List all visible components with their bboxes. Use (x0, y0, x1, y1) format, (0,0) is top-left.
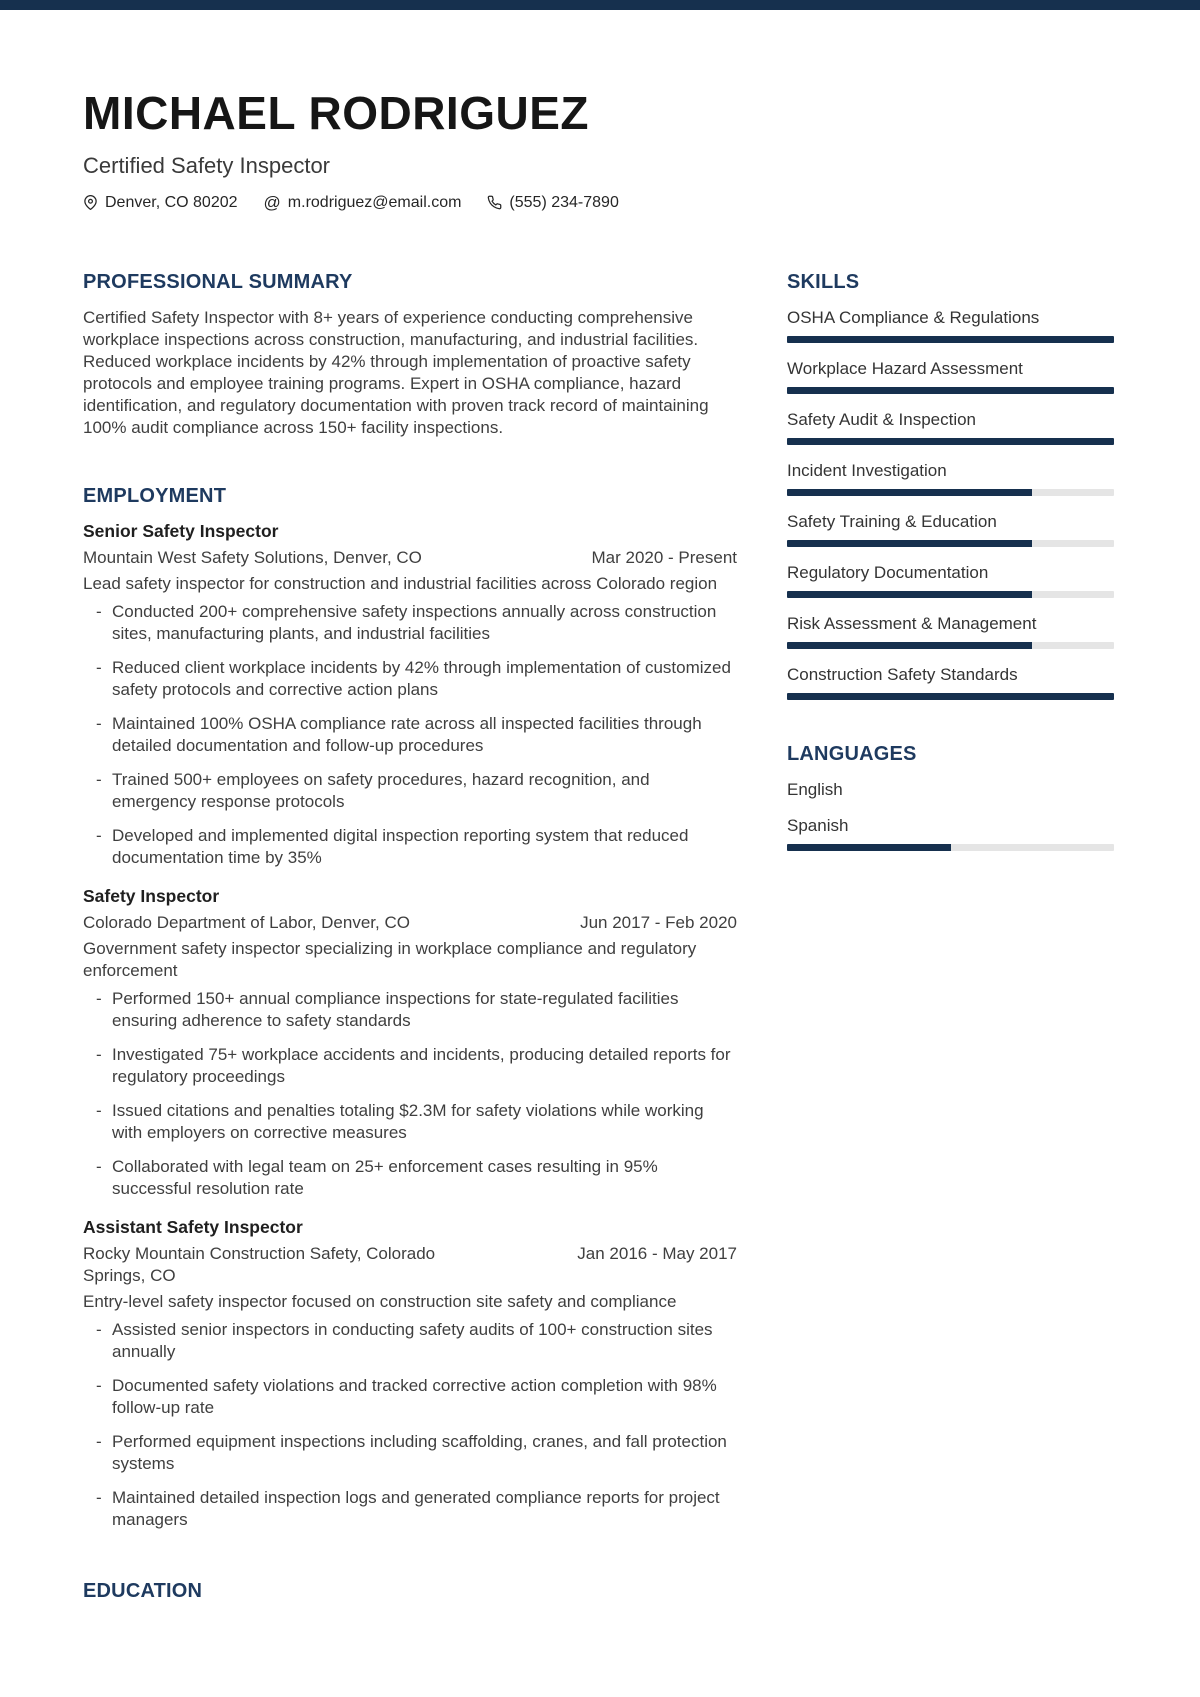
bullet-text: Trained 500+ employees on safety procedures, hazard recognition, and emergency response protocols (112, 769, 650, 811)
job-company: Colorado Department of Labor, Denver, CO (83, 912, 410, 932)
language-item (787, 815, 1114, 851)
job-bullet (83, 1431, 737, 1475)
skill-label: OSHA Compliance & Regulations (787, 307, 1040, 327)
languages-section (787, 742, 1114, 851)
skill-bar-track (787, 540, 1114, 547)
bullet-text: Documented safety violations and tracked corrective action completion with 98% follow-up rate (112, 1375, 717, 1417)
skill-bar-fill (787, 642, 1032, 649)
bullet-text: Collaborated with legal team on 25+ enforcement cases resulting in 95% successful resolution rate (112, 1156, 658, 1198)
main-column (83, 270, 737, 1603)
bullet-text: Maintained 100% OSHA compliance rate across all inspected facilities through detailed documentation and follow-up procedures (112, 713, 702, 755)
summary-heading: PROFESSIONAL SUMMARY (83, 270, 353, 293)
job-bullet (83, 601, 737, 645)
contact-email-text: m.rodriguez@email.com (287, 193, 462, 211)
resume-header (83, 88, 1114, 212)
contact-phone-text: (555) 234-7890 (509, 193, 619, 211)
bullet-dash: - (96, 1100, 102, 1120)
skill-item (787, 358, 1114, 394)
skill-bar-track (787, 336, 1114, 343)
skill-bar-fill (787, 336, 1114, 343)
bullet-text: Reduced client workplace incidents by 42% through implementation of customized safety protocols and corrective action plans (112, 657, 731, 699)
job-title: Assistant Safety Inspector (83, 1216, 303, 1237)
bullet-dash: - (96, 1431, 102, 1451)
job-company: Rocky Mountain Construction Safety, Colorado Springs, CO (83, 1243, 436, 1285)
language-label: English (787, 779, 843, 799)
job-description: Entry-level safety inspector focused on construction site safety and compliance (83, 1291, 677, 1311)
contact-location-text: Denver, CO 80202 (105, 193, 238, 211)
skill-item (787, 409, 1114, 445)
job-bullet (83, 1375, 737, 1419)
bullet-dash: - (96, 769, 102, 789)
bullet-text: Investigated 75+ workplace accidents and incidents, producing detailed reports for regulatory proceedings (112, 1044, 731, 1086)
resume-page (0, 88, 1200, 1603)
skill-bar-fill (787, 489, 1032, 496)
bullet-dash: - (96, 713, 102, 733)
job-dates: Jun 2017 - Feb 2020 (580, 912, 737, 932)
contact-email (264, 194, 462, 212)
job-bullet (83, 1156, 737, 1200)
job-bullet (83, 713, 737, 757)
job-meta-row (83, 547, 737, 569)
bullet-dash: - (96, 1044, 102, 1064)
summary-section (83, 270, 737, 439)
job-dates: Jan 2016 - May 2017 (577, 1243, 737, 1263)
job-dates: Mar 2020 - Present (591, 547, 737, 567)
bullet-dash: - (96, 825, 102, 845)
languages-heading: LANGUAGES (787, 742, 917, 765)
job-bullet-list (83, 988, 737, 1200)
language-list (787, 779, 1114, 851)
job-bullet-list (83, 601, 737, 869)
language-bar-fill (787, 844, 951, 851)
education-section (83, 1579, 737, 1603)
bullet-text: Maintained detailed inspection logs and generated compliance reports for project managers (112, 1487, 720, 1529)
job-description: Lead safety inspector for construction and industrial facilities across Colorado region (83, 573, 718, 593)
skills-section (787, 270, 1114, 700)
skill-label: Risk Assessment & Management (787, 613, 1037, 633)
skill-bar-track (787, 642, 1114, 649)
job-meta-row (83, 912, 737, 934)
job-bullet (83, 1319, 737, 1363)
map-pin-icon (83, 194, 98, 211)
skills-heading: SKILLS (787, 270, 860, 293)
bullet-text: Performed equipment inspections including scaffolding, cranes, and fall protection systems (112, 1431, 727, 1473)
bullet-dash: - (96, 601, 102, 621)
skill-bar-fill (787, 591, 1032, 598)
skill-bar-fill (787, 438, 1114, 445)
bullet-text: Assisted senior inspectors in conducting safety audits of 100+ construction sites annually (112, 1319, 713, 1361)
job-bullet (83, 1044, 737, 1088)
skill-item (787, 664, 1114, 700)
job-bullet (83, 825, 737, 869)
skill-bar-fill (787, 540, 1032, 547)
job-meta-row (83, 1243, 737, 1287)
job-bullet (83, 1100, 737, 1144)
bullet-dash: - (96, 1487, 102, 1507)
job-entry (83, 520, 737, 869)
bullet-text: Performed 150+ annual compliance inspections for state-regulated facilities ensuring adherence to safety standards (112, 988, 679, 1030)
skill-label: Safety Training & Education (787, 511, 997, 531)
bullet-text: Developed and implemented digital inspection reporting system that reduced documentation time by 35% (112, 825, 689, 867)
job-bullet-list (83, 1319, 737, 1531)
employment-heading: EMPLOYMENT (83, 484, 227, 507)
job-entry (83, 885, 737, 1200)
skill-item (787, 460, 1114, 496)
skill-bar-fill (787, 693, 1114, 700)
candidate-title: Certified Safety Inspector (83, 152, 331, 178)
job-bullet (83, 657, 737, 701)
summary-text: Certified Safety Inspector with 8+ years of experience conducting comprehensive workplace inspections across construction, manufacturing, and industrial facilities. Reduced workplace incidents by 42% through implementation of proactive safety protocols and employee training programs. Expert in OSHA compliance, hazard identification, and regulatory documentation with proven track record of maintaining 100% audit compliance across 150+ facility inspections. (83, 307, 709, 437)
bullet-dash: - (96, 1156, 102, 1176)
job-entry (83, 1216, 737, 1531)
skill-bar-track (787, 438, 1114, 445)
job-title: Senior Safety Inspector (83, 520, 279, 541)
contact-phone (487, 194, 618, 212)
contact-location (83, 194, 238, 212)
skill-bar-track (787, 387, 1114, 394)
skill-label: Incident Investigation (787, 460, 947, 480)
bullet-text: Conducted 200+ comprehensive safety inspections annually across construction sites, manufacturing plants, and industrial facilities (112, 601, 717, 643)
skill-bar-track (787, 591, 1114, 598)
skill-bar-fill (787, 387, 1114, 394)
education-heading: EDUCATION (83, 1579, 203, 1602)
bullet-dash: - (96, 1319, 102, 1339)
bullet-dash: - (96, 1375, 102, 1395)
job-description: Government safety inspector specializing in workplace compliance and regulatory enforcement (83, 938, 697, 980)
skill-label: Regulatory Documentation (787, 562, 989, 582)
candidate-name: MICHAEL RODRIGUEZ (83, 87, 589, 139)
employment-section (83, 484, 737, 1531)
skill-item (787, 562, 1114, 598)
job-title: Safety Inspector (83, 885, 220, 906)
job-list (83, 520, 737, 1531)
skill-label: Workplace Hazard Assessment (787, 358, 1023, 378)
top-accent-bar (0, 0, 1200, 10)
bullet-text: Issued citations and penalties totaling $2.3M for safety violations while working with employers on corrective measures (112, 1100, 704, 1142)
contact-row (83, 194, 1114, 212)
at-icon: @ (263, 193, 281, 213)
job-company: Mountain West Safety Solutions, Denver, CO (83, 547, 422, 567)
language-item (787, 779, 1114, 801)
content-columns (83, 270, 1114, 1603)
bullet-dash: - (96, 657, 102, 677)
skill-label: Construction Safety Standards (787, 664, 1018, 684)
job-bullet (83, 988, 737, 1032)
phone-icon (487, 195, 502, 210)
language-label: Spanish (787, 815, 849, 835)
bullet-dash: - (96, 988, 102, 1008)
sidebar (787, 270, 1114, 1603)
job-bullet (83, 1487, 737, 1531)
skill-item (787, 511, 1114, 547)
skill-item (787, 613, 1114, 649)
skill-item (787, 307, 1114, 343)
language-bar-track (787, 844, 1114, 851)
skill-bar-track (787, 693, 1114, 700)
job-bullet (83, 769, 737, 813)
skill-list (787, 307, 1114, 700)
skill-bar-track (787, 489, 1114, 496)
skill-label: Safety Audit & Inspection (787, 409, 977, 429)
